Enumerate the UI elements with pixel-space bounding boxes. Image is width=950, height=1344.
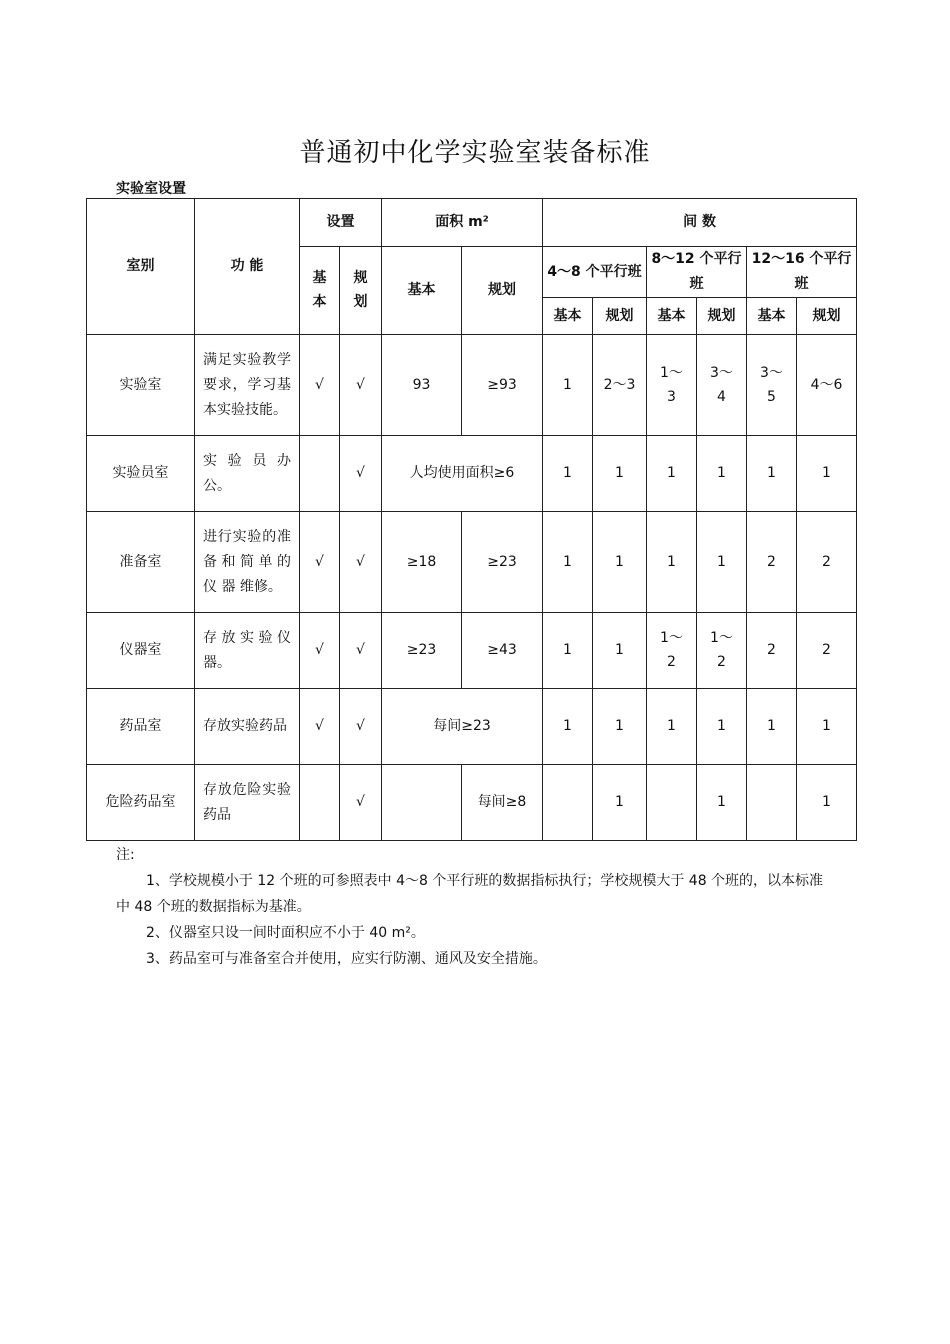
header-g3-basic: 基本 xyxy=(747,298,797,335)
area-basic xyxy=(382,765,462,841)
room-name: 仪器室 xyxy=(87,613,195,689)
header-g2-basic: 基本 xyxy=(647,298,697,335)
g1-basic: 1 xyxy=(543,335,593,436)
g2-basic: 1 xyxy=(647,689,697,765)
g1-basic xyxy=(543,765,593,841)
section-subtitle: 实验室设置 xyxy=(116,181,186,197)
header-group-8-12: 8～12 个平行班 xyxy=(647,247,747,298)
room-function: 进行实验的准备和简单的 仪 器 维修。 xyxy=(195,512,300,613)
g3-basic: 1 xyxy=(747,689,797,765)
table-row xyxy=(87,335,857,436)
setup-basic: √ xyxy=(300,613,340,689)
g2-basic: 1～3 xyxy=(647,335,697,436)
g2-plan: 3～4 xyxy=(697,335,747,436)
room-function: 存放实验仪器。 xyxy=(195,613,300,689)
g1-plan: 1 xyxy=(593,436,647,512)
g3-basic xyxy=(747,765,797,841)
note-3: 3、药品室可与准备室合并使用，应实行防潮、通风及安全措施。 xyxy=(146,951,547,967)
notes-section xyxy=(116,842,836,972)
setup-plan: √ xyxy=(340,613,382,689)
area-plan: ≥23 xyxy=(462,512,543,613)
g2-basic: 1 xyxy=(647,436,697,512)
room-name: 实验室 xyxy=(87,335,195,436)
setup-plan: √ xyxy=(340,335,382,436)
g3-plan: 1 xyxy=(797,689,857,765)
page-title: 普通初中化学实验室装备标准 xyxy=(299,138,651,168)
g2-basic: 1 xyxy=(647,512,697,613)
area-plan: ≥43 xyxy=(462,613,543,689)
table-row xyxy=(87,765,857,841)
setup-basic xyxy=(300,765,340,841)
g3-basic: 1 xyxy=(747,436,797,512)
header-g1-basic: 基本 xyxy=(543,298,593,335)
g3-basic: 3～5 xyxy=(747,335,797,436)
room-function: 实 验 员 办公。 xyxy=(195,436,300,512)
g2-plan: 1 xyxy=(697,436,747,512)
area-merged: 每间≥23 xyxy=(382,689,543,765)
area-plan: 每间≥8 xyxy=(462,765,543,841)
g3-plan: 1 xyxy=(797,436,857,512)
table-row xyxy=(87,689,857,765)
g1-plan: 1 xyxy=(593,689,647,765)
header-g1-plan: 规划 xyxy=(593,298,647,335)
header-function: 功 能 xyxy=(195,199,300,335)
setup-plan: √ xyxy=(340,689,382,765)
g3-basic: 2 xyxy=(747,613,797,689)
g1-plan: 1 xyxy=(593,512,647,613)
g1-plan: 2～3 xyxy=(593,335,647,436)
header-group-12-16: 12～16 个平行班 xyxy=(747,247,857,298)
room-name: 危险药品室 xyxy=(87,765,195,841)
setup-plan: √ xyxy=(340,512,382,613)
note-2: 2、仪器室只设一间时面积应不小于 40 m²。 xyxy=(146,925,425,941)
header-area-plan: 规划 xyxy=(462,247,543,335)
g1-basic: 1 xyxy=(543,689,593,765)
g3-plan: 2 xyxy=(797,613,857,689)
g1-basic: 1 xyxy=(543,436,593,512)
notes-label: 注: xyxy=(116,847,135,863)
header-group-4-8: 4～8 个平行班 xyxy=(543,247,647,298)
room-function: 存放实验药品 xyxy=(195,689,300,765)
header-area-basic: 基本 xyxy=(382,247,462,335)
g1-plan: 1 xyxy=(593,613,647,689)
g2-plan: 1 xyxy=(697,689,747,765)
g3-plan: 1 xyxy=(797,765,857,841)
equipment-standard-table xyxy=(86,198,857,841)
setup-basic: √ xyxy=(300,512,340,613)
g1-basic: 1 xyxy=(543,613,593,689)
g3-basic: 2 xyxy=(747,512,797,613)
header-setup: 设置 xyxy=(300,199,382,247)
header-g2-plan: 规划 xyxy=(697,298,747,335)
area-basic: 93 xyxy=(382,335,462,436)
setup-basic xyxy=(300,436,340,512)
g2-plan: 1 xyxy=(697,512,747,613)
g2-basic: 1～2 xyxy=(647,613,697,689)
g2-plan: 1～2 xyxy=(697,613,747,689)
note-1: 1、学校规模小于 12 个班的可参照表中 4～8 个平行班的数据指标执行；学校规模大于 48 个班的，以本标准中 48 个班的数据指标为基准。 xyxy=(116,873,824,915)
area-basic: ≥23 xyxy=(382,613,462,689)
room-name: 药品室 xyxy=(87,689,195,765)
room-function: 满足实验教学要求，学习基本实验技能。 xyxy=(195,335,300,436)
g3-plan: 2 xyxy=(797,512,857,613)
g3-plan: 4～6 xyxy=(797,335,857,436)
setup-basic: √ xyxy=(300,335,340,436)
g2-plan: 1 xyxy=(697,765,747,841)
header-setup-basic: 基本 xyxy=(300,247,340,335)
header-room: 室别 xyxy=(87,199,195,335)
room-name: 准备室 xyxy=(87,512,195,613)
header-g3-plan: 规划 xyxy=(797,298,857,335)
room-function: 存放危险实验药品 xyxy=(195,765,300,841)
table-row xyxy=(87,512,857,613)
header-area: 面积 m² xyxy=(382,199,543,247)
setup-basic: √ xyxy=(300,689,340,765)
area-basic: ≥18 xyxy=(382,512,462,613)
area-merged: 人均使用面积≥6 xyxy=(382,436,543,512)
setup-plan: √ xyxy=(340,436,382,512)
g1-plan: 1 xyxy=(593,765,647,841)
header-count: 间 数 xyxy=(543,199,857,247)
table-row xyxy=(87,436,857,512)
g1-basic: 1 xyxy=(543,512,593,613)
g2-basic xyxy=(647,765,697,841)
setup-plan: √ xyxy=(340,765,382,841)
area-plan: ≥93 xyxy=(462,335,543,436)
room-name: 实验员室 xyxy=(87,436,195,512)
header-setup-plan: 规划 xyxy=(340,247,382,335)
table-row xyxy=(87,613,857,689)
